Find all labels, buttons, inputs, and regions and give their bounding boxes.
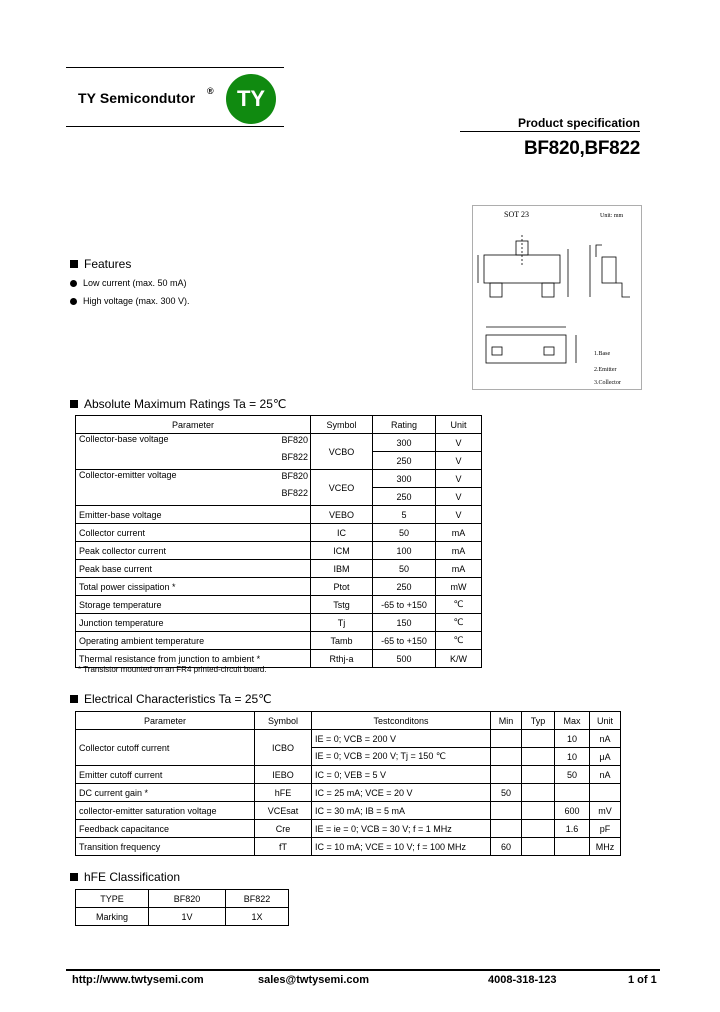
- unit-cell: mV: [590, 802, 621, 820]
- min-cell: [491, 802, 522, 820]
- bullet-dot-icon: [70, 298, 77, 305]
- max-cell: 1.6: [555, 820, 590, 838]
- table-row: [76, 470, 482, 488]
- max-cell: 10: [555, 748, 590, 766]
- min-cell: [491, 730, 522, 748]
- min-cell: [491, 766, 522, 784]
- footer-rule: [66, 969, 660, 971]
- symbol-cell: hFE: [255, 784, 312, 802]
- table-row: [76, 560, 482, 578]
- typ-cell: [522, 766, 555, 784]
- header-right-rule: [460, 131, 640, 132]
- max-cell: 50: [555, 766, 590, 784]
- symbol-cell: ICBO: [255, 730, 312, 766]
- hfe-cell: 1V: [149, 908, 226, 926]
- table-row: [76, 838, 621, 856]
- table-row: [76, 730, 621, 748]
- bullet-dot-icon: [70, 280, 77, 287]
- rating-cell: -65 to +150: [373, 632, 436, 650]
- symbol-cell: IC: [311, 524, 373, 542]
- param-cell: Junction temperature: [76, 614, 311, 632]
- param-cell: Peak collector current: [76, 542, 311, 560]
- symbol-cell: VCEsat: [255, 802, 312, 820]
- unit-cell: mW: [436, 578, 482, 596]
- feature-item: Low current (max. 50 mA): [70, 278, 187, 288]
- param-cell: Total power cissipation *: [76, 578, 311, 596]
- hfe-cell: BF820: [149, 890, 226, 908]
- bullet-square-icon: [70, 873, 78, 881]
- unit-cell: V: [436, 506, 482, 524]
- brand-name: TY Semicondutor: [78, 90, 196, 106]
- rating-cell: 50: [373, 560, 436, 578]
- hfe-title: hFE Classification: [70, 870, 180, 884]
- unit-cell: V: [436, 434, 482, 452]
- hfe-cell: TYPE: [76, 890, 149, 908]
- table-row: [76, 434, 482, 452]
- param-cell: DC current gain *: [76, 784, 255, 802]
- footer-page: 1 of 1: [628, 974, 657, 986]
- symbol-cell: IEBO: [255, 766, 312, 784]
- max-cell: [555, 838, 590, 856]
- unit-cell: mA: [436, 524, 482, 542]
- ty-logo: TY: [226, 74, 276, 124]
- rating-cell: 250: [373, 578, 436, 596]
- table-row: [76, 890, 289, 908]
- table-row: [76, 820, 621, 838]
- param-cell: Transition frequency: [76, 838, 255, 856]
- pin-3-label: 3.Collector: [594, 380, 621, 386]
- feature-item: High voltage (max. 300 V).: [70, 296, 190, 306]
- rating-cell: 300: [373, 434, 436, 452]
- unit-cell: ℃: [436, 596, 482, 614]
- sot23-outline-drawing: [472, 205, 642, 390]
- symbol-cell: Rthj-a: [311, 650, 373, 668]
- col-unit: Unit: [590, 712, 621, 730]
- symbol-cell: Tstg: [311, 596, 373, 614]
- table-row: [76, 908, 289, 926]
- col-testconditions: Testconditons: [312, 712, 491, 730]
- unit-cell: V: [436, 470, 482, 488]
- symbol-cell: Tj: [311, 614, 373, 632]
- typ-cell: [522, 748, 555, 766]
- max-cell: 600: [555, 802, 590, 820]
- col-max: Max: [555, 712, 590, 730]
- abs-max-footnote: * Transistor mounted on an FR4 printed-circuit board.: [78, 665, 267, 674]
- package-unit: Unit: mm: [600, 213, 624, 219]
- cond-cell: IC = 0; VEB = 5 V: [312, 766, 491, 784]
- cond-cell: IE = 0; VCB = 200 V: [312, 730, 491, 748]
- param-cell: Emitter cutoff current: [76, 766, 255, 784]
- unit-cell: nA: [590, 730, 621, 748]
- typ-cell: [522, 820, 555, 838]
- param-cell: Emitter-base voltage: [76, 506, 311, 524]
- rating-cell: 500: [373, 650, 436, 668]
- table-row: [76, 766, 621, 784]
- cond-cell: IC = 30 mA; IB = 5 mA: [312, 802, 491, 820]
- unit-cell: ℃: [436, 632, 482, 650]
- table-row: [76, 524, 482, 542]
- abs-max-table: [75, 415, 482, 668]
- table-row: [76, 596, 482, 614]
- param-cell: Storage temperature: [76, 596, 311, 614]
- registered-mark: ®: [207, 86, 214, 96]
- min-cell: [491, 820, 522, 838]
- symbol-cell: VCEO: [311, 470, 373, 506]
- package-drawing: [472, 205, 642, 390]
- table-row: [76, 542, 482, 560]
- rating-cell: -65 to +150: [373, 596, 436, 614]
- unit-cell: K/W: [436, 650, 482, 668]
- footer-url[interactable]: http://www.twtysemi.com: [72, 974, 204, 986]
- param-cell: Operating ambient temperature: [76, 632, 311, 650]
- table-row: [76, 614, 482, 632]
- bullet-square-icon: [70, 260, 78, 268]
- param-cell: Thermal resistance from junction to ambient *: [76, 650, 311, 668]
- cond-cell: IC = 25 mA; VCE = 20 V: [312, 784, 491, 802]
- typ-cell: [522, 802, 555, 820]
- unit-cell: nA: [590, 766, 621, 784]
- unit-cell: μA: [590, 748, 621, 766]
- param-cell: Collector-emitter voltage BF820 BF822: [76, 470, 311, 506]
- max-cell: 10: [555, 730, 590, 748]
- param-cell: Collector current: [76, 524, 311, 542]
- footer-phone: 4008-318-123: [488, 974, 557, 986]
- bullet-square-icon: [70, 400, 78, 408]
- table-row: [76, 578, 482, 596]
- min-cell: [491, 748, 522, 766]
- unit-cell: V: [436, 452, 482, 470]
- table-row: [76, 802, 621, 820]
- col-parameter: Parameter: [76, 712, 255, 730]
- table-row: [76, 506, 482, 524]
- unit-cell: [590, 784, 621, 802]
- cond-cell: IE = 0; VCB = 200 V; Tj = 150 ℃: [312, 748, 491, 766]
- col-typ: Typ: [522, 712, 555, 730]
- features-title: Features: [70, 257, 131, 271]
- rating-cell: 50: [373, 524, 436, 542]
- rating-cell: 150: [373, 614, 436, 632]
- footer-email[interactable]: sales@twtysemi.com: [258, 974, 369, 986]
- param-cell: Feedback capacitance: [76, 820, 255, 838]
- bullet-square-icon: [70, 695, 78, 703]
- symbol-cell: fT: [255, 838, 312, 856]
- hfe-cell: BF822: [226, 890, 289, 908]
- symbol-cell: VCBO: [311, 434, 373, 470]
- hfe-cell: Marking: [76, 908, 149, 926]
- col-symbol: Symbol: [255, 712, 312, 730]
- unit-cell: MHz: [590, 838, 621, 856]
- rating-cell: 250: [373, 488, 436, 506]
- unit-cell: pF: [590, 820, 621, 838]
- symbol-cell: Tamb: [311, 632, 373, 650]
- cond-cell: IE = ie = 0; VCB = 30 V; f = 1 MHz: [312, 820, 491, 838]
- rating-cell: 100: [373, 542, 436, 560]
- unit-cell: ℃: [436, 614, 482, 632]
- min-cell: 50: [491, 784, 522, 802]
- col-symbol: Symbol: [311, 416, 373, 434]
- unit-cell: V: [436, 488, 482, 506]
- cond-cell: IC = 10 mA; VCE = 10 V; f = 100 MHz: [312, 838, 491, 856]
- typ-cell: [522, 784, 555, 802]
- symbol-cell: Cre: [255, 820, 312, 838]
- rating-cell: 250: [373, 452, 436, 470]
- unit-cell: mA: [436, 542, 482, 560]
- col-rating: Rating: [373, 416, 436, 434]
- col-min: Min: [491, 712, 522, 730]
- elec-title: Electrical Characteristics Ta = 25℃: [70, 692, 272, 706]
- product-specification: Product specification: [517, 116, 640, 130]
- min-cell: 60: [491, 838, 522, 856]
- param-cell: collector-emitter saturation voltage: [76, 802, 255, 820]
- typ-cell: [522, 838, 555, 856]
- col-unit: Unit: [436, 416, 482, 434]
- param-cell: Peak base current: [76, 560, 311, 578]
- table-row: [76, 784, 621, 802]
- header-top-rule: [66, 67, 284, 68]
- table-row: [76, 632, 482, 650]
- max-cell: [555, 784, 590, 802]
- hfe-table: [75, 889, 289, 926]
- rating-cell: 5: [373, 506, 436, 524]
- symbol-cell: IBM: [311, 560, 373, 578]
- param-cell: Collector cutoff current: [76, 730, 255, 766]
- pin-1-label: 1.Base: [594, 351, 611, 357]
- pin-2-label: 2.Emitter: [594, 367, 617, 373]
- hfe-cell: 1X: [226, 908, 289, 926]
- part-numbers: BF820,BF822: [523, 138, 640, 159]
- param-cell: Collector-base voltage BF820 BF822: [76, 434, 311, 470]
- col-parameter: Parameter: [76, 416, 311, 434]
- elec-table: [75, 711, 621, 856]
- symbol-cell: Ptot: [311, 578, 373, 596]
- typ-cell: [522, 730, 555, 748]
- header-mid-rule: [66, 126, 284, 127]
- rating-cell: 300: [373, 470, 436, 488]
- package-name: SOT 23: [504, 210, 529, 219]
- symbol-cell: ICM: [311, 542, 373, 560]
- abs-max-title: Absolute Maximum Ratings Ta = 25℃: [70, 397, 286, 411]
- unit-cell: mA: [436, 560, 482, 578]
- symbol-cell: VEBO: [311, 506, 373, 524]
